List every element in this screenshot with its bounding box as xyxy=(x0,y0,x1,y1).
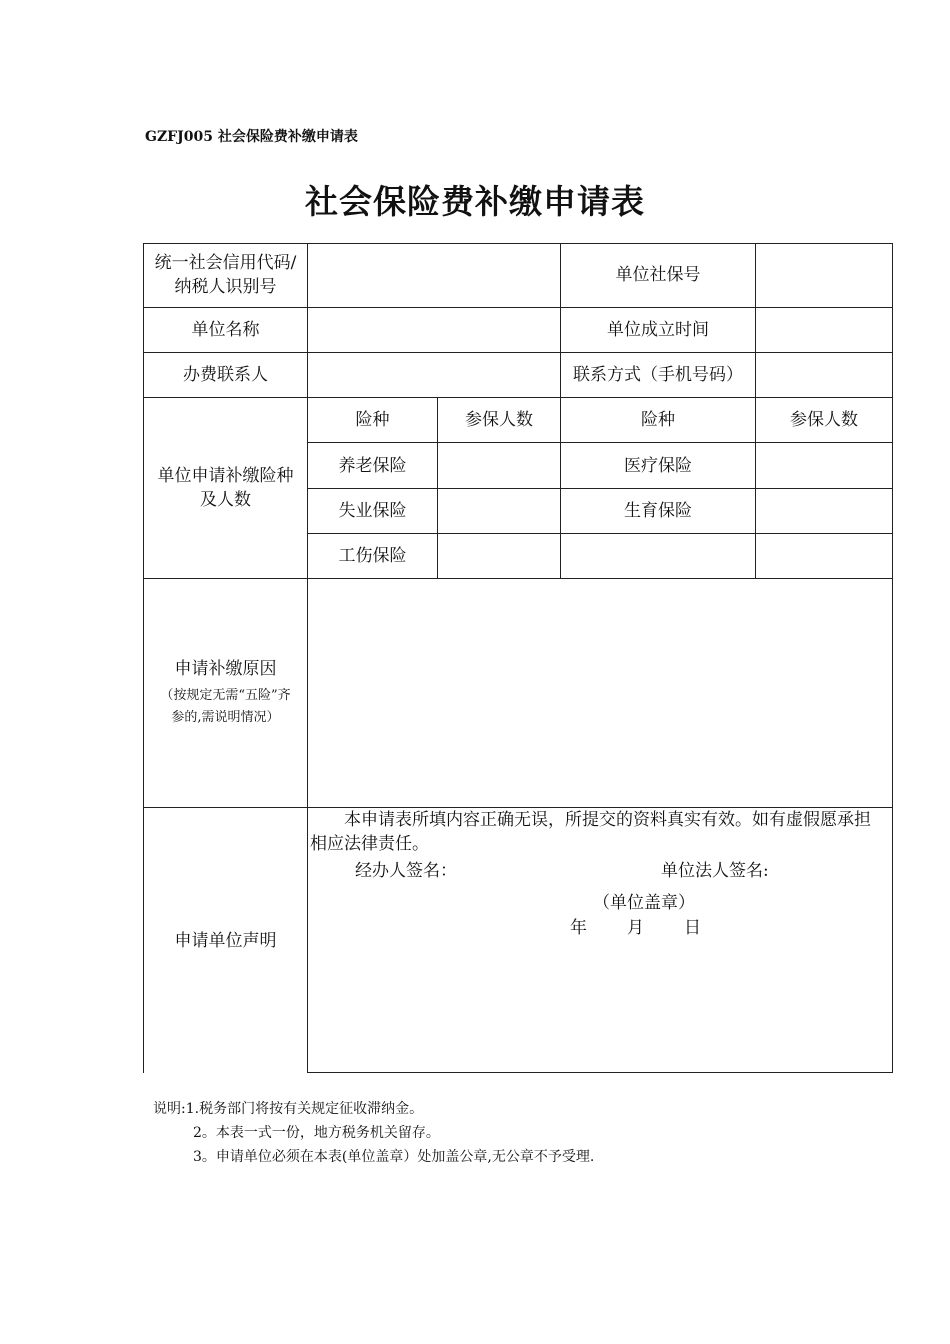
reason-note: （按规定无需“五险”齐参的,需说明情况） xyxy=(160,688,291,725)
social-security-no-field[interactable] xyxy=(756,244,892,307)
insurance-section-label: 单位申请补缴险种及人数 xyxy=(157,466,294,510)
year-label: 年 xyxy=(570,918,587,938)
unemployment-insurance-label: 失业保险 xyxy=(338,501,407,521)
insurance-type-header: 险种 xyxy=(355,410,390,430)
unit-name-field[interactable] xyxy=(308,308,560,352)
social-security-no-label: 单位社保号 xyxy=(615,265,701,285)
empty-type-cell xyxy=(561,534,755,578)
reason-field[interactable] xyxy=(308,579,892,807)
contact-phone-label: 联系方式（手机号码） xyxy=(573,365,743,385)
declaration-cell xyxy=(308,808,893,1072)
notes-section xyxy=(153,1097,594,1169)
credit-code-field[interactable] xyxy=(308,244,560,307)
note-item-3: 3。申请单位必须在本表(单位盖章）处加盖公章,无公章不予受理. xyxy=(193,1149,595,1165)
established-date-field[interactable] xyxy=(756,308,892,352)
insured-count-header: 参保人数 xyxy=(465,410,533,430)
legal-rep-signature-label: 单位法人签名: xyxy=(661,861,769,881)
medical-insurance-label: 医疗保险 xyxy=(624,455,692,476)
work-injury-insurance-label: 工伤保险 xyxy=(338,546,407,566)
application-form xyxy=(143,243,893,1073)
seal-label: （单位盖章） xyxy=(593,893,695,913)
unemployment-count-field[interactable] xyxy=(438,489,560,533)
note-item-1: 说明:1.税务部门将按有关规定征收滞纳金。 xyxy=(153,1101,424,1117)
work-injury-count-field[interactable] xyxy=(438,534,560,578)
month-label: 月 xyxy=(627,918,644,938)
maternity-count-field[interactable] xyxy=(756,489,892,533)
declaration-statement: 本申请表所填内容正确无误，所提交的资料真实有效。如有虚假愿承担相应法律责任。 xyxy=(310,810,871,854)
form-code: GZFJ005 社会保险费补缴申请表 xyxy=(145,129,358,145)
contact-person-field[interactable] xyxy=(308,353,560,397)
medical-count-field[interactable] xyxy=(756,443,892,488)
reason-label-cell xyxy=(155,579,296,807)
empty-count-cell xyxy=(756,534,892,578)
declaration-label: 申请单位声明 xyxy=(174,930,277,951)
contact-person-label: 办费联系人 xyxy=(183,365,268,385)
pension-count-field[interactable] xyxy=(438,443,560,488)
credit-code-label: 统一社会信用代码/纳税人识别号 xyxy=(154,253,297,297)
insured-count-header: 参保人数 xyxy=(790,410,858,430)
established-date-label: 单位成立时间 xyxy=(607,320,709,340)
unit-name-label: 单位名称 xyxy=(191,320,260,340)
insurance-type-header: 险种 xyxy=(641,410,675,430)
reason-label: 申请补缴原因 xyxy=(174,659,277,679)
day-label: 日 xyxy=(684,918,701,938)
handler-signature-label: 经办人签名： xyxy=(355,861,457,881)
maternity-insurance-label: 生育保险 xyxy=(624,501,692,521)
note-item-2: 2。本表一式一份，地方税务机关留存。 xyxy=(193,1125,440,1141)
date-line xyxy=(570,916,701,940)
pension-insurance-label: 养老保险 xyxy=(338,455,407,476)
contact-phone-field[interactable] xyxy=(756,353,892,397)
page-title: 社会保险费补缴申请表 xyxy=(305,182,645,221)
